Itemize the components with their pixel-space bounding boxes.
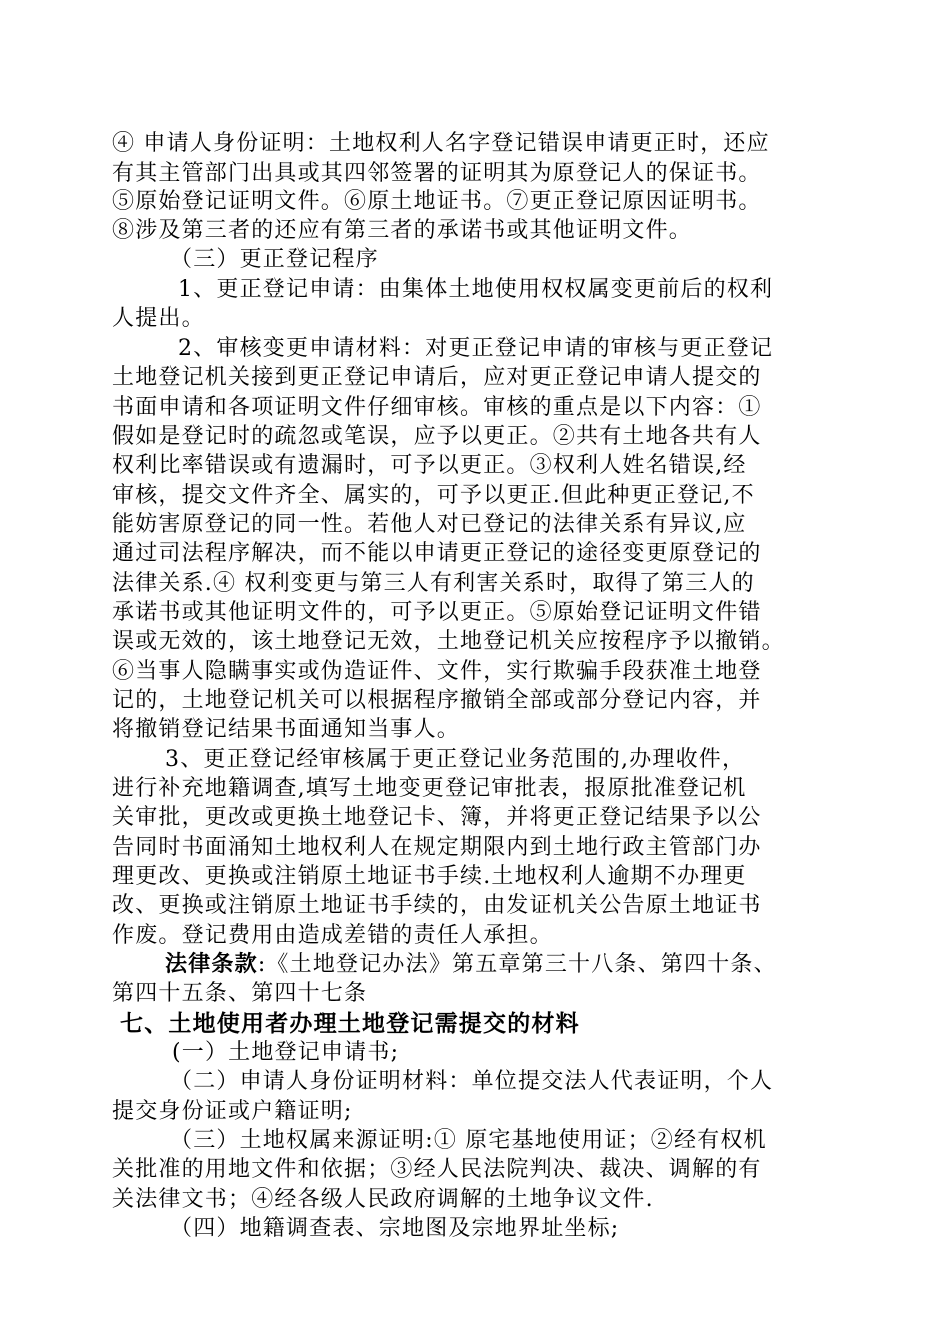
list-item: 关法律文书；④经各级人民政府调解的土地争议文件.	[112, 1187, 654, 1212]
body-line: 审核，提交文件齐全、属实的，可予以更正.但此种更正登记,不	[112, 483, 755, 508]
body-line: ⑤原始登记证明文件。⑥原土地证书。⑦更正登记原因证明书。	[112, 189, 762, 214]
body-line: 理更改、更换或注销原土地证书手续.土地权利人逾期不办理更	[112, 864, 747, 889]
list-item: （四）地籍调查表、宗地图及宗地界址坐标;	[170, 1216, 620, 1241]
body-line: 改、更换或注销原土地证书手续的，由发证机关公告原土地证书	[112, 893, 762, 918]
body-line: 通过司法程序解决，而不能以申请更正登记的途径变更原登记的	[112, 541, 762, 566]
body-line: 2、审核变更申请材料：对更正登记申请的审核与更正登记	[178, 336, 774, 361]
law-clause-continuation: 第四十五条、第四十七条	[112, 981, 368, 1006]
section-heading: 七、土地使用者办理土地登记需提交的材料	[120, 1011, 580, 1037]
body-line: ④ 申请人身份证明：土地权利人名字登记错误申请更正时，还应	[112, 131, 770, 156]
law-clause-text: :《土地登记办法》第五章第三十八条、第四十条、	[257, 952, 777, 977]
law-clause-label: 法律条款	[165, 952, 258, 977]
body-line: 承诺书或其他证明文件的，可予以更正。⑤原始登记证明文件错	[112, 600, 762, 625]
body-line: 书面申请和各项证明文件仔细审核。审核的重点是以下内容：①	[112, 395, 762, 420]
body-line: 权利比率错误或有遗漏时，可予以更正。③权利人姓名错误,经	[112, 453, 747, 478]
list-item: （三）土地权属来源证明:① 原宅基地使用证；②经有权机	[170, 1128, 767, 1153]
body-line: 进行补充地籍调查,填写土地变更登记审批表，报原批准登记机	[112, 776, 747, 801]
list-item: （二）申请人身份证明材料：单位提交法人代表证明，个人	[170, 1069, 774, 1094]
body-line: 能妨害原登记的同一性。若他人对已登记的法律关系有异议,应	[112, 512, 747, 537]
body-line: 作废。登记费用由造成差错的责任人承担。	[112, 923, 553, 948]
body-line: 将撤销登记结果书面通知当事人。	[112, 717, 461, 742]
body-line: 土地登记机关接到更正登记申请后，应对更正登记申请人提交的	[112, 365, 762, 390]
body-line: 假如是登记时的疏忽或笔误，应予以更正。②共有土地各共有人	[112, 424, 762, 449]
body-line: 有其主管部门出具或其四邻签署的证明其为原登记人的保证书。	[112, 161, 762, 186]
body-line: 记的，土地登记机关可以根据程序撤销全部或部分登记内容，并	[112, 688, 762, 713]
list-item: 提交身份证或户籍证明;	[112, 1099, 353, 1124]
list-item: 关批准的用地文件和依据；③经人民法院判决、裁决、调解的有	[112, 1157, 762, 1182]
body-line: 告同时书面涌知土地权利人在规定期限内到土地行政主管部门办	[112, 835, 762, 860]
body-line: 人提出。	[112, 306, 205, 331]
list-item: (一）土地登记申请书;	[172, 1040, 400, 1065]
body-line: ⑧涉及第三者的还应有第三者的承诺书或其他证明文件。	[112, 218, 693, 243]
body-line: 1、更正登记申请：由集体土地使用权权属变更前后的权利	[178, 277, 774, 302]
body-line: 3、更正登记经审核属于更正登记业务范围的,办理收件，	[165, 747, 746, 772]
body-line: 法律关系.④ 权利变更与第三人有利害关系时，取得了第三人的	[112, 571, 755, 596]
law-clause-line	[165, 951, 777, 979]
subsection-heading: （三）更正登记程序	[170, 247, 379, 272]
body-line: 误或无效的，该土地登记无效，土地登记机关应按程序予以撤销。	[112, 629, 785, 654]
body-line: 关审批，更改或更换土地登记卡、簿，并将更正登记结果予以公	[112, 805, 762, 830]
body-line: ⑥当事人隐瞒事实或伪造证件、文件，实行欺骗手段获准土地登	[112, 659, 762, 684]
